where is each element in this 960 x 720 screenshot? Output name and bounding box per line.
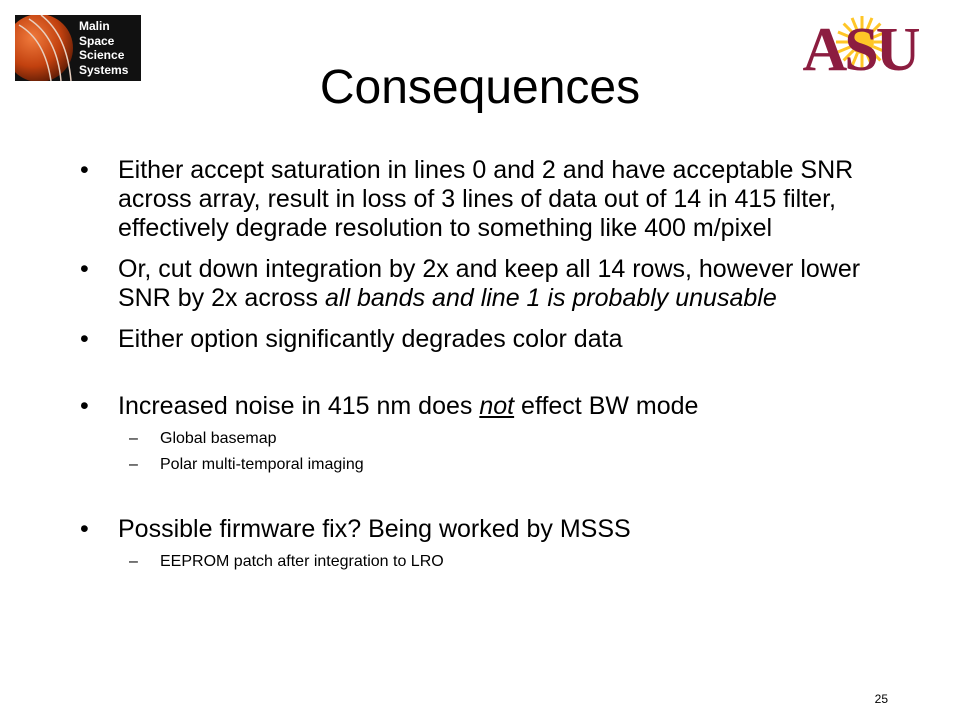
bullet-item: [80, 515, 870, 544]
asu-logo-text: ASU: [802, 16, 918, 76]
bullet-text: [118, 156, 870, 243]
bullet-item: [80, 392, 870, 421]
page-number: 25: [874, 692, 888, 706]
bullet-dot: •: [80, 515, 89, 543]
bullet-item: [80, 255, 870, 313]
slide-title: Consequences: [319, 61, 641, 114]
bullet-text: [118, 325, 870, 354]
bullet-text-part: effect BW mode: [514, 392, 699, 420]
bullet-text: [118, 255, 870, 313]
bullet-text-part: Increased noise in 415 nm does: [118, 392, 480, 420]
msss-line: Malin: [79, 19, 110, 33]
msss-line: Science: [79, 48, 125, 62]
msss-line: Space: [79, 33, 115, 48]
sub-bullet-text: Global basemap: [160, 430, 277, 447]
sub-bullet-dash: –: [129, 456, 138, 473]
sub-bullet-text: Polar multi-temporal imaging: [160, 456, 364, 473]
sub-bullet-item: [80, 427, 870, 451]
bullet-dot: •: [80, 392, 89, 420]
bullet-dot: •: [80, 325, 89, 353]
bullet-text-part: Or, cut down integration by 2x and keep all 14 rows, however lower SNR by 2x across: [118, 255, 861, 312]
sub-bullet-item: [80, 550, 870, 574]
bullet-item: [80, 325, 870, 354]
msss-line: Systems: [79, 62, 129, 77]
bullet-text: [118, 392, 870, 421]
sub-bullet-dash: –: [129, 430, 138, 447]
sub-bullet-dash: –: [129, 553, 138, 570]
bullet-dot: •: [80, 156, 89, 184]
bullet-text-part: all bands and line 1 is probably unusable: [325, 284, 777, 312]
bullet-text-part: Either accept saturation in lines 0 and 2 and have acceptable SNR across array, result in loss of 3 lines of data out of 14 in 415 filter, effectively degrade resolution to something like 400 m/pixel: [118, 156, 854, 242]
sub-bullet-text: EEPROM patch after integration to LRO: [160, 553, 444, 570]
bullet-text-part: Possible firmware fix? Being worked by MSSS: [118, 515, 631, 543]
bullet-dot: •: [80, 255, 89, 283]
bullet-text-part: not: [479, 392, 515, 420]
bullet-list: [80, 156, 870, 574]
sub-bullet-item: [80, 453, 870, 477]
bullet-text-part: Either option significantly degrades color data: [118, 325, 623, 353]
bullet-text: [118, 515, 870, 544]
bullet-item: [80, 156, 870, 243]
